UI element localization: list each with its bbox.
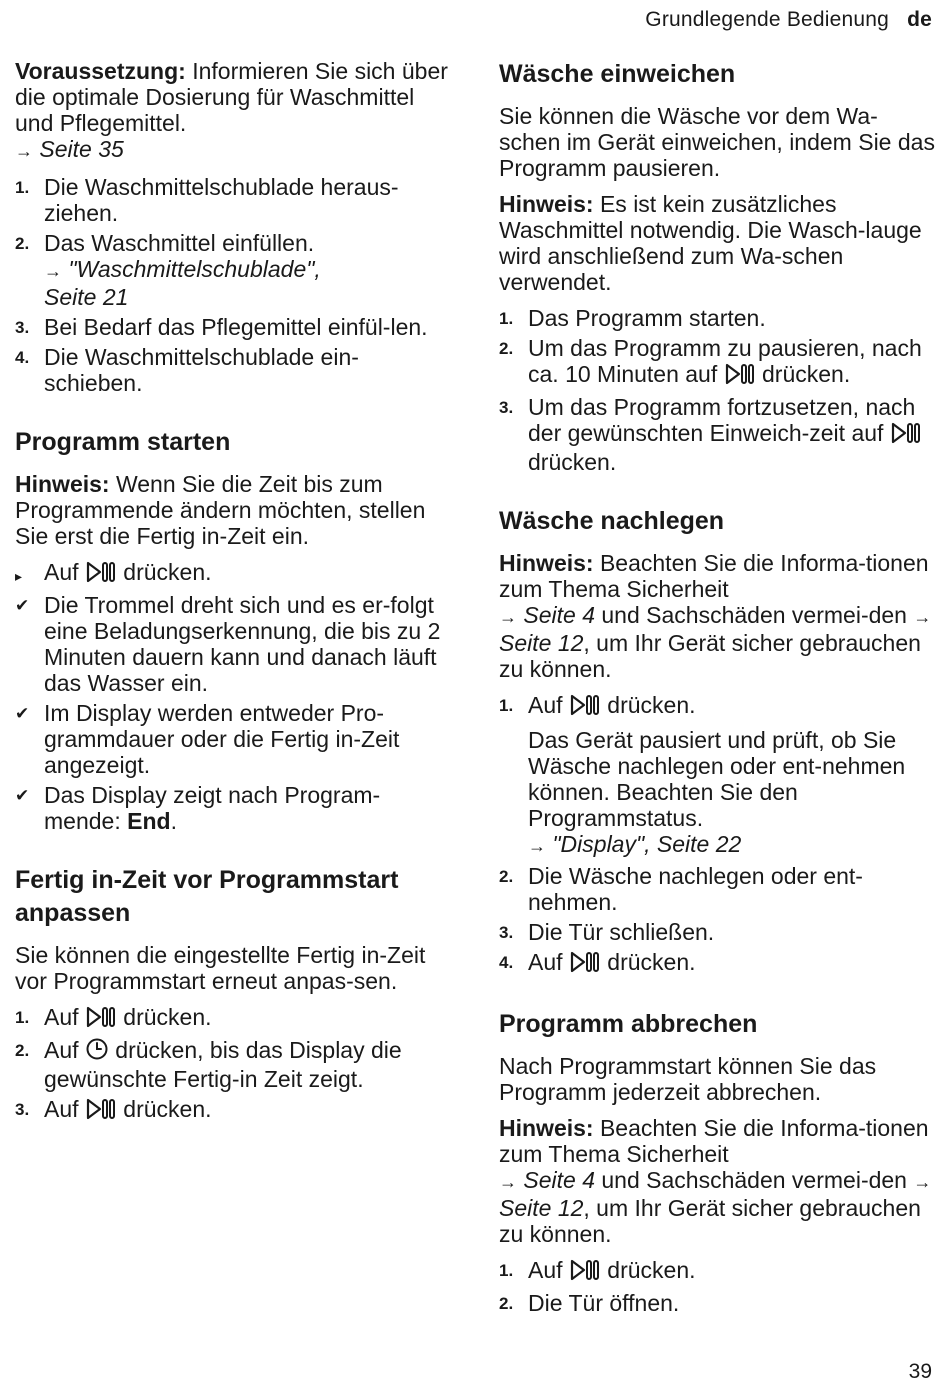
list-item: 3. Auf drücken. [15,1096,455,1125]
heading-waesche-nachlegen: Wäsche nachlegen [499,507,725,535]
list-item: ▸ Auf drücken. [15,559,455,588]
note: Hinweis: Es ist kein zusätzliches Waschmittel notwendig. Die Wasch-lauge wird anschließend zum Wa-schen verwendet. [499,191,922,295]
play-pause-icon [569,951,601,978]
list-item: ✔ Das Display zeigt nach Program-mende: End. [15,782,381,834]
list-item: 4. Auf drücken. [499,949,935,978]
right-column [499,58,935,1320]
list-item: 4. Die Waschmittelschublade ein-schieben. [15,344,359,396]
bullet-icon: ▸ [15,568,23,584]
check-icon: ✔ [15,786,30,805]
heading-programm-starten: Programm starten [15,428,231,456]
play-pause-icon [890,422,922,449]
prereq-label: Voraussetzung: [15,58,186,84]
steps-detergent [15,174,455,396]
play-pause-icon [569,694,601,721]
arrow-icon: → [913,607,932,627]
list-item: 2. Die Wäsche nachlegen oder ent-nehmen. [499,863,863,915]
list-item: 2. Die Tür öffnen. [499,1290,680,1316]
paragraph: Nach Programmstart können Sie das Programm jederzeit abbrechen. [499,1053,877,1105]
prerequisite: Voraussetzung: Informieren Sie sich über die optimale Dosierung für Waschmittel und Pflegemittel. → Seite 35 [15,58,448,162]
nachlegen-steps [499,692,935,978]
ref-link: "Display", Seite 22 [552,831,742,857]
arrow-icon: → [499,607,517,627]
note: Hinweis: Beachten Sie die Informa-tionen zum Thema Sicherheit → Seite 4 und Sachschäden vermei-den → Seite 12, um Ihr Gerät sicher gebrauchen zu können. [499,1115,932,1247]
ref-link: Seite 12 [499,630,584,656]
list-item: 3. Um das Programm fortzusetzen, nach der gewünschten Einweich-zeit auf drücken. [499,394,935,475]
ref-link: "Waschmittelschublade", [68,256,321,282]
header-section: Grundlegende Bedienung [645,8,890,31]
arrow-icon: → [499,1172,517,1192]
arrow-icon: → [913,1172,932,1192]
arrow-icon: → [44,261,62,281]
list-item: 3. Bei Bedarf das Pflegemittel einfül-len. [15,314,428,340]
arrow-icon: → [528,836,546,856]
check-icon: ✔ [15,704,30,723]
heading-programm-abbrechen: Programm abbrechen [499,1010,758,1038]
page-header [645,8,932,32]
note: Hinweis: Beachten Sie die Informa-tionen zum Thema Sicherheit → Seite 4 und Sachschäden vermei-den → Seite 12, um Ihr Gerät sicher gebrauchen zu können. [499,550,932,682]
list-item: 1. Auf drücken. Das Gerät pausiert und prüft, ob Sie Wäsche nachlegen oder ent-nehmen können. Beachten Sie den Programmstatus. → "Display", Seite 22 [499,692,935,859]
heading-waesche-einweichen: Wäsche einweichen [499,60,736,88]
play-pause-icon [569,1259,601,1286]
list-item: ✔ Die Trommel dreht sich und es er-folgt eine Beladungserkennung, die bis zu 2 Minuten dauern kann und danach läuft das Wasser ein. [15,592,441,696]
list-item: 2. Auf drücken, bis das Display die gewünschte Fertig-in Zeit zeigt. [15,1037,402,1092]
paragraph: Sie können die Wäsche vor dem Wa-schen im Gerät einweichen, indem Sie das Programm pausieren. [499,103,935,181]
note: Hinweis: Wenn Sie die Zeit bis zum Programmende ändern möchten, stellen Sie erst die Fertig in-Zeit ein. [15,471,426,549]
list-item: 1. Die Waschmittelschublade heraus-ziehen. [15,174,399,226]
abbrechen-steps [499,1257,935,1316]
page-number: 39 [908,1360,932,1383]
play-pause-icon [85,561,117,588]
play-pause-icon [85,1098,117,1125]
ref-link: Seite 35 [39,136,124,162]
arrow-icon: → [15,141,33,161]
ref-link: Seite 21 [44,284,129,310]
play-pause-icon [85,1006,117,1033]
ref-link: Seite 4 [523,602,595,628]
left-column [15,58,455,1129]
play-pause-icon [724,363,756,390]
clock-icon [85,1037,109,1066]
check-icon: ✔ [15,596,30,615]
paragraph: Sie können die eingestellte Fertig in-Zeit vor Programmstart erneut anpas-sen. [15,942,426,994]
list-item: 1. Auf drücken. [499,1257,935,1286]
einweichen-steps [499,305,935,475]
list-item: 1. Das Programm starten. [499,305,766,331]
list-item: 2. Um das Programm zu pausieren, nach ca. 10 Minuten auf drücken. [499,335,935,390]
header-lang: de [907,8,932,31]
fertig-steps [15,1004,455,1125]
list-item: 2. Das Waschmittel einfüllen. → "Waschmittelschublade", Seite 21 [15,230,321,310]
list-item: ✔ Im Display werden entweder Pro-grammdauer oder die Fertig in-Zeit angezeigt. [15,700,400,778]
list-item: 3. Die Tür schließen. [499,919,715,945]
ref-link: Seite 12 [499,1195,584,1221]
start-list [15,559,455,834]
ref-link: Seite 4 [523,1167,595,1193]
heading-fertig-in-zeit: Fertig in-Zeit vor Programmstart anpassen [15,866,399,927]
step-detail: Das Gerät pausiert und prüft, ob Sie Wäsche nachlegen oder ent-nehmen können. Beachten Sie den Programmstatus. → "Display", Seite 22 [528,727,906,857]
list-item: 1. Auf drücken. [15,1004,455,1033]
